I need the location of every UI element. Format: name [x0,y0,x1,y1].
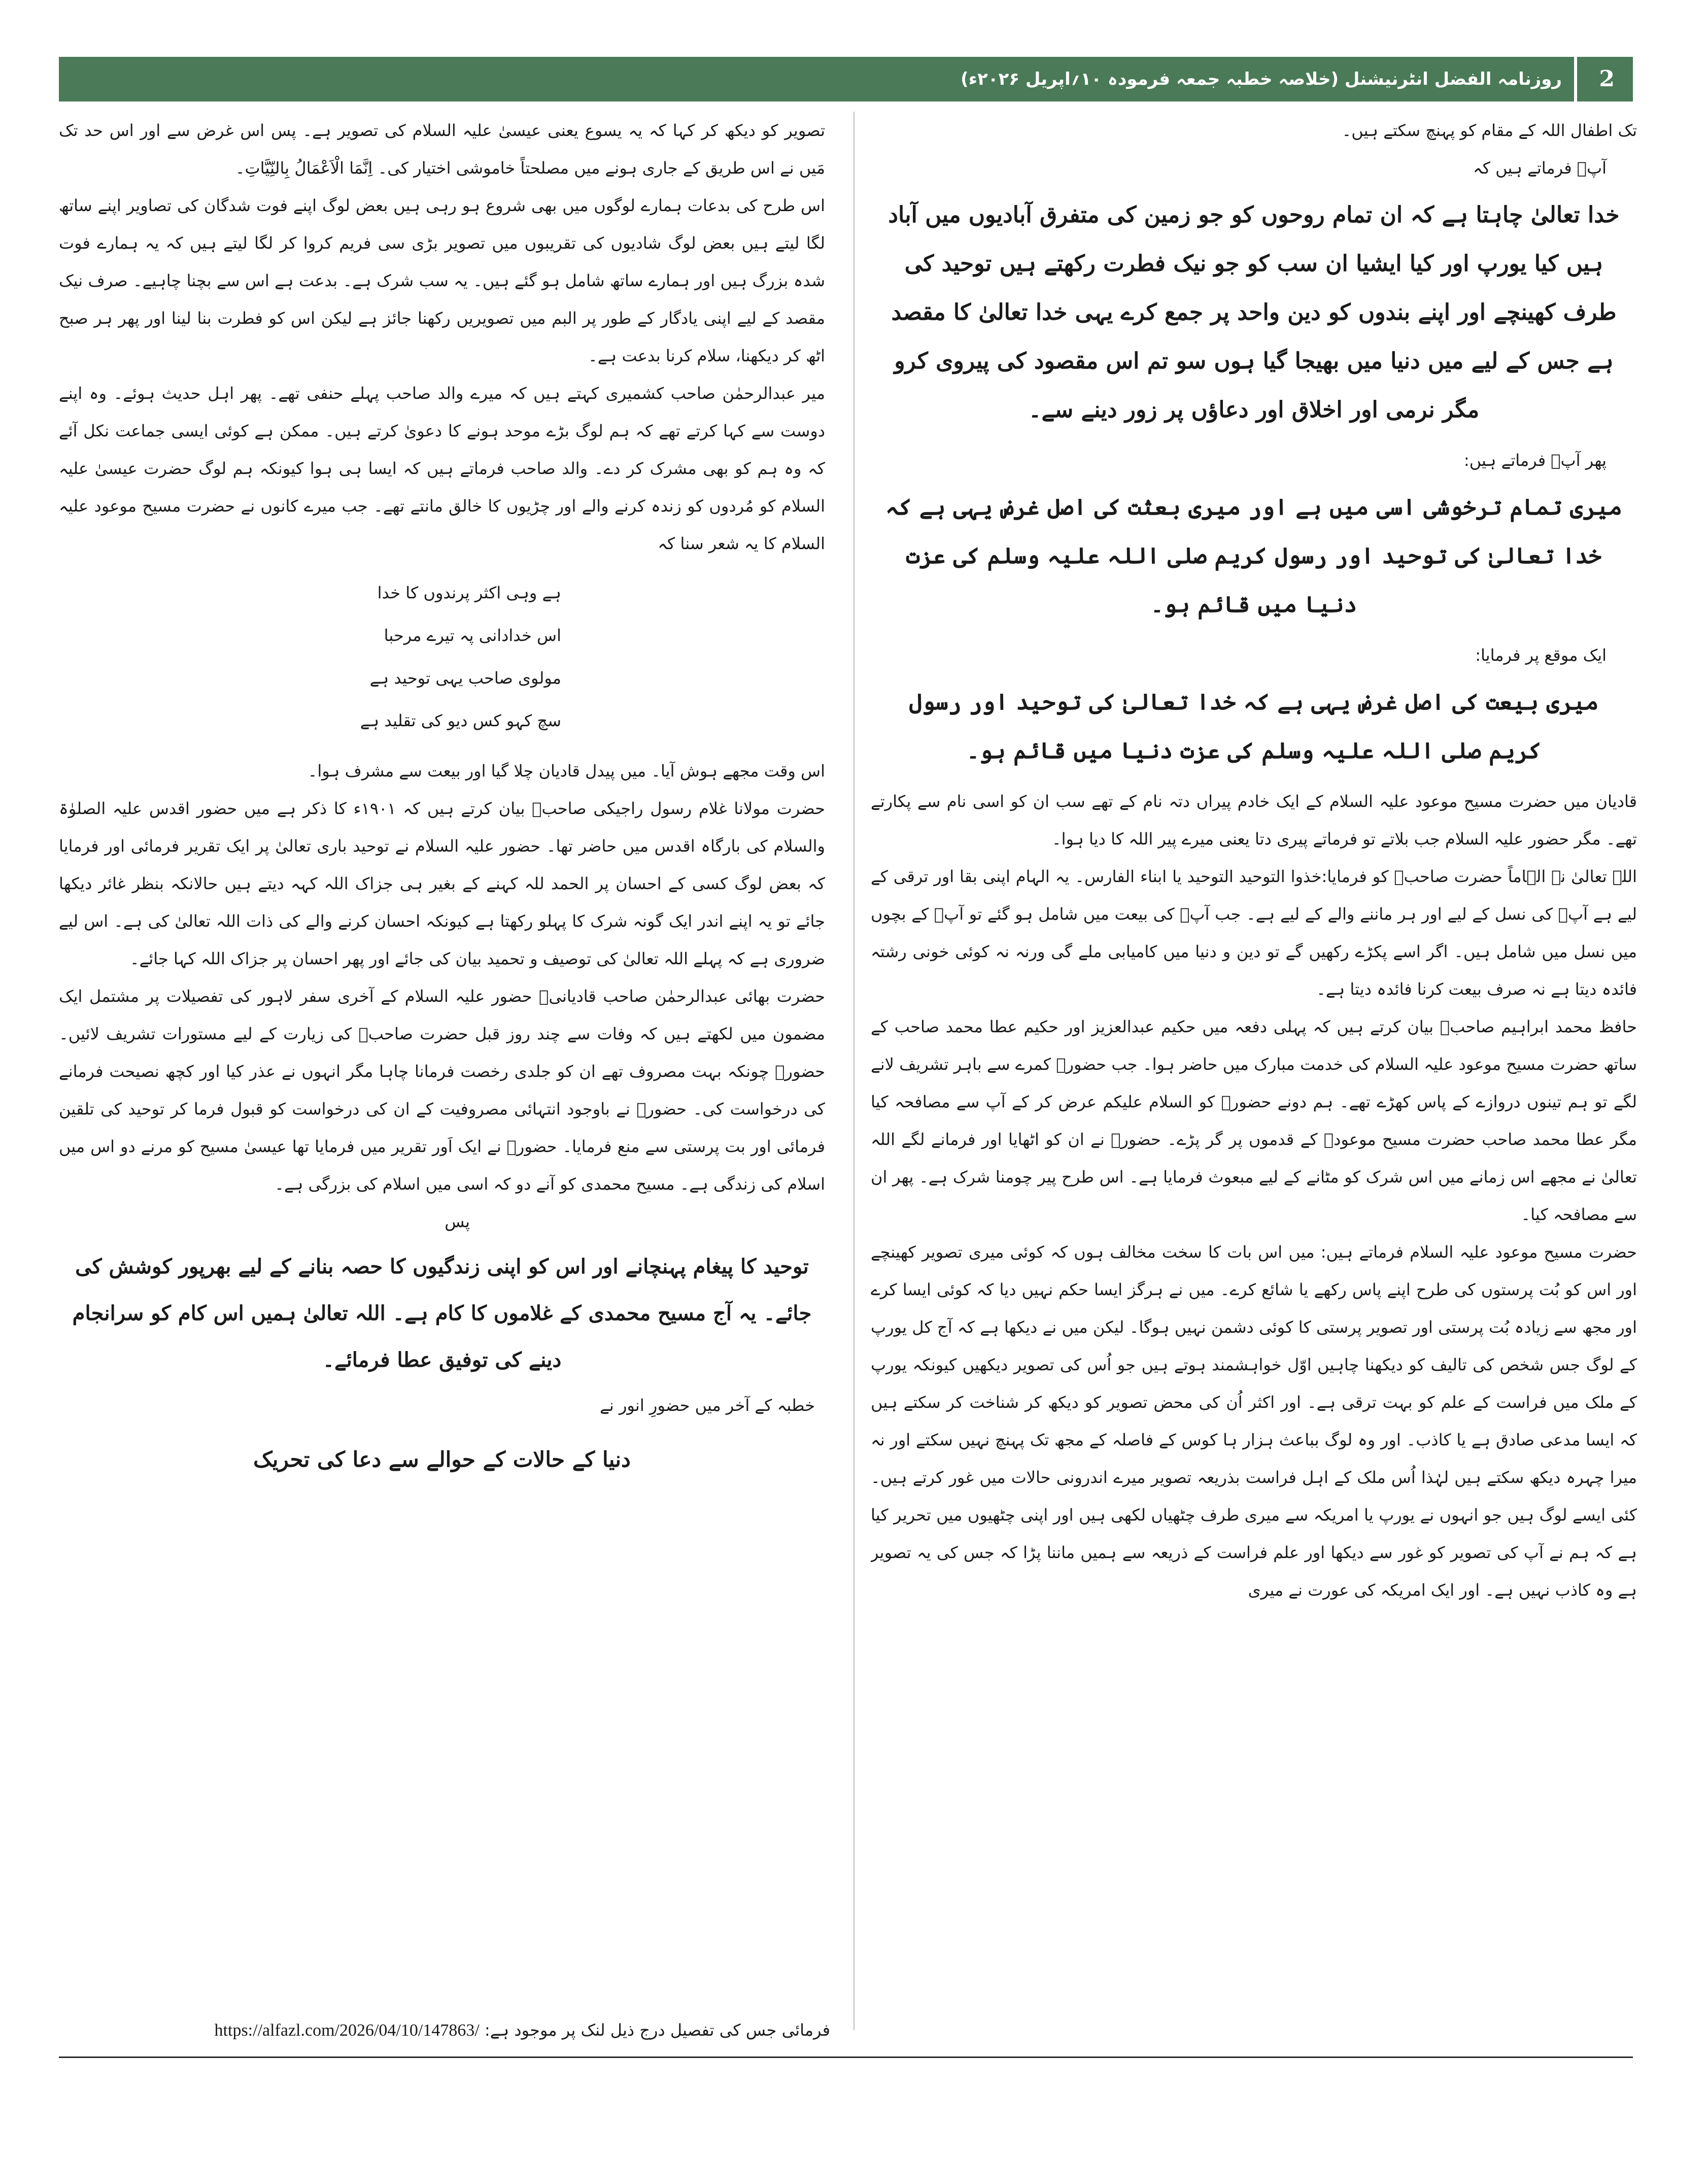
page-number: 2 [1599,66,1615,92]
paragraph: حضرت مولانا غلام رسول راجیکی صاحبؓ بیان کرتے ہیں کہ ۱۹۰۱ء کا ذکر ہے میں حضور اقدس علیہ الصلوٰۃ والسلام کی بارگاہ اقدس میں حاضر تھا۔ حضور علیہ السلام نے توحید باری تعالیٰ پر ایک تقریر فرمائی اور فرمایا کہ بعض لوگ کسی کے احسان پر الحمد للہ کہنے کے بغیر ہی جزاک اللہ کہہ دیتے ہیں حالانکہ بنظر غائر دیکھا جائے تو یہ اپنے اندر ایک گونہ شرک کا پہلو رکھتا ہے کیونکہ احسان کرنے والے کی ذات اللہ تعالیٰ کی ہے۔ اس لیے ضروری ہے کہ پہلے اللہ تعالیٰ کی توصیف و تحمید بیان کی جائے اور پھر احسان پر جزاک اللہ کہا جائے۔ [59,799,825,968]
arabic-phrase: اِنَّمَا الْاَعْمَالُ بِالنِّیَّاتِ۔ [235,158,373,178]
paragraph: میر عبدالرحمٰن صاحب کشمیری کہتے ہیں کہ میرے والد صاحب پہلے حنفی تھے۔ پھر اہل حدیث ہوئے۔ وہ اپنے دوست سے کہا کرتے تھے کہ ہم لوگ بڑے موحد ہونے کا دعویٰ کرتے ہیں۔ ممکن ہے کوئی ایسی جماعت نکل آئے کہ وہ ہم کو بھی مشرک کر دے۔ والد صاحب فرماتے ہیں کہ ایسا ہی ہوا کیونکہ ہم لوگ حضرت عیسیٰ علیہ السلام کو مُردوں کو زندہ کرنے والے اور چڑیوں کا خالق مانتے تھے۔ جب میرے کانوں نے حضرت مسیح موعود علیہ السلام کا یہ شعر سنا کہ [59,384,825,553]
poem [59,571,825,742]
paragraph: حضرت بھائی عبدالرحمٰن صاحب قادیانیؓ حضور علیہ السلام کے آخری سفر لاہور کی تفصیلات پر مشتمل ایک مضمون میں لکھتے ہیں کہ وفات سے چند روز قبل حضرت صاحبؑ کی زیارت کے لیے مستورات تشریف لائیں۔ حضورؑ چونکہ بہت مصروف تھے ان کو جلدی رخصت فرمانا چاہا مگر انہوں نے عذر کیا اور کچھ نصیحت فرمانے کی درخواست کی۔ حضورؑ نے باوجود انتہائی مصروفیت کے ان کی درخواست کو قبول فرما کر توحید کی تلقین فرمائی اور بت پرستی سے منع فرمایا۔ حضورؑ نے ایک اَور تقریر میں فرمایا تھا عیسیٰ مسیح کو مرنے دو اس میں اسلام کی زندگی ہے۔ مسیح محمدی کو آنے دو کہ اسی میں اسلام کی بزرگی ہے۔ [59,987,825,1194]
paragraph [871,858,1637,1008]
paragraph: خطبہ کے آخر میں حضورِ انور نے [600,1396,815,1415]
pull-quote: میری بیعت کی اصل غرض یہی ہے کہ خدا تعالیٰ کی توحید اور رسول کریم صلی اللہ علیہ وسلم کی عزت دنیا میں قائم ہو۔ [909,689,1599,764]
page-header [59,57,1633,102]
paragraph: ایک موقع پر فرمایا: [1475,646,1607,665]
paragraph: پھر آپؑ فرماتے ہیں: [1463,451,1607,470]
paragraph: اس طرح کی بدعات ہمارے لوگوں میں بھی شروع ہو رہی ہیں بعض لوگ اپنے فوت شدگان کی تصاویر اپنے ساتھ لگا لیتے ہیں بعض لوگ شادیوں کی تقریبوں میں تصویر بڑی سی فریم کروا کر لگا لیتے ہیں کہ یہ ہمارے فوت شدہ بزرگ ہیں اور ہمارے ساتھ شامل ہو گئے ہیں۔ یہ سب شرک ہے۔ بدعت ہے اس سے بچنا چاہیے۔ صرف نیک مقصد کے لیے اپنی یادگار کے طور پر البم میں تصویریں رکھنا جائز ہے لیکن اس کو فطرت بنا لینا اور پھر ہر صبح اٹھ کر دیکھنا، سلام کرنا بدعت ہے۔ [59,196,825,365]
poem-line: سچ کہو کس دیو کی تقلید ہے [360,711,561,730]
paragraph: حضرت مسیح موعود علیہ السلام فرماتے ہیں: میں اس بات کا سخت مخالف ہوں کہ کوئی میری تصویر کھینچے اور اس کو بُت پرستوں کی طرح اپنے پاس رکھے یا شائع کرے۔ میں نے ہرگز ایسا حکم نہیں دیا کہ کوئی ایسا کرے اور مجھ سے زیادہ بُت پرستی اور تصویر پرستی کا کوئی دشمن نہیں ہوگا۔ لیکن میں نے دیکھا ہے کہ آج کل یورپ کے لوگ جس شخص کی تالیف کو دیکھنا چاہیں اوّل خواہشمند ہوتے ہیں جو اُس کی تصویر دیکھیں کیونکہ یورپ کے ملک میں فراست کے علم کو بہت ترقی ہے۔ اور اکثر اُن کی محض تصویر کو دیکھ کر شناخت کر سکتے ہیں کہ ایسا مدعی صادق ہے یا کاذب۔ اور وہ لوگ بباعث ہزار ہا کوس کے فاصلہ کے مجھ تک پہنچ نہیں سکتے اور نہ میرا چہرہ دیکھ سکتے ہیں لہٰذا اُس ملک کے اہل فراست بذریعہ تصویر میرے اندرونی حالات میں غور کرتے ہیں۔ کئی ایسے لوگ ہیں جو انہوں نے یورپ یا امریکہ سے میری طرف چٹھیاں لکھی ہیں اور اپنی چٹھیوں میں تحریر کیا ہے کہ ہم نے آپ کی تصویر کو غور سے دیکھا اور علم فراست کے ذریعہ سے ہمیں ماننا پڑا کہ جس کی یہ تصویر ہے وہ کاذب نہیں ہے۔ اور ایک امریکہ کی عورت نے میری [871,1242,1637,1600]
poem-line: مولوی صاحب یہی توحید ہے [369,668,561,688]
header-divider [1574,57,1577,102]
paragraph: آپؑ فرماتے ہیں کہ [1473,158,1607,178]
paragraph: قادیان میں حضرت مسیح موعود علیہ السلام کے ایک خادم پیراں دتہ نام کے تھے سب ان کو اسی نام سے پکارتے تھے۔ مگر حضور علیہ السلام جب بلاتے تو فرماتے پیری دتا یعنی میرے پیر اللہ کا دیا ہوا۔ [871,792,1637,849]
left-column [59,112,825,2035]
pull-quote: میری تمام ترخوشی اسی میں ہے اور میری بعثت کی اصل غرض یہی ہے کہ خدا تعالیٰ کی توحید اور رسول کریم صلی اللہ علیہ وسلم کی عزت دنیا میں قائم ہو۔ [885,494,1622,618]
column-divider [853,112,855,2030]
poem-line: اس خدادانی پہ تیرے مرحبا [384,626,561,645]
article-link[interactable]: https://alfazl.com/2026/04/10/147863/ [214,2021,480,2040]
paragraph: پس [445,1212,470,1231]
paragraph-lead: اللہ تعالیٰ نے الہاماً حضرت صاحبؑ کو فرمایا: [1321,867,1637,886]
pull-quote: توحید کا پیغام پہنچانے اور اس کو اپنی زندگیوں کا حصہ بنانے کے لیے بھرپور کوشش کی جائے۔ یہ آج مسیح محمدی کے غلاموں کا کام ہے۔ اللہ تعالیٰ ہمیں اس کام کو سرانجام دینے کی توفیق عطا فرمائے۔ [72,1255,812,1372]
footer-text: فرمائی جس کی تفصیل درج ذیل لنک پر موجود ہے: [484,2020,830,2040]
pull-quote: خدا تعالیٰ چاہتا ہے کہ ان تمام روحوں کو جو زمین کی متفرق آبادیوں میں آباد ہیں کیا یورپ اور کیا ایشیا ان سب کو جو نیک فطرت رکھتے ہیں توحید کی طرف کھینچے اور اپنے بندوں کو دین واحد پر جمع کرے یہی خدا تعالیٰ کا مقصد ہے جس کے لیے میں دنیا میں بھیجا گیا ہوں سو تم اس مقصود کی پیروی کرو مگر نرمی اور اخلاق اور دعاؤں پر زور دینے سے۔ [888,202,1620,423]
footer-line [59,2012,830,2048]
paragraph-rest: یہ الہام اپنی بقا اور ترقی کے لیے ہے آپؑ کی نسل کے لیے اور ہر ماننے والے کے لیے ہے۔ جب آپؑ کی بیعت میں شامل ہو گئے تو آپؑ کے بچوں میں نسل میں شامل ہیں۔ اگر اسے پکڑے رکھیں گے تو دین و دنیا میں کامیابی ملے گی ورنہ نہ کوئی خونی رشتہ فائدہ دیتا ہے نہ صرف بیعت کرنا فائدہ دیتا ہے۔ [871,867,1637,999]
paragraph [59,112,825,187]
arabic-revelation: خذوا التوحید التوحید یا ابناء الفارس۔ [1075,867,1322,886]
paragraph: حافظ محمد ابراہیم صاحبؓ بیان کرتے ہیں کہ پہلی دفعہ میں حکیم عبدالعزیز اور حکیم عطا محمد صاحب کے ساتھ حضرت مسیح موعود علیہ السلام کی خدمت مبارک میں حاضر ہوا۔ جب حضورؑ کمرے سے باہر تشریف لانے لگے تو ہم تینوں دروازے کے پاس کھڑے تھے۔ ہم دونے حضورؑ کو السلام علیکم عرض کر کے آپ سے مصافحہ کیا مگر عطا محمد صاحب حضرت مسیح موعودؑ کے قدموں پر گر پڑے۔ حضورؑ نے ان کو اٹھایا اور فرمانے لگے اللہ تعالیٰ نے مجھے اس زمانے میں اس شرک کو مٹانے کے لیے مبعوث فرمایا ہے۔ اس طرح پیر چومنا شرک ہے۔ پھر ان سے مصافحہ کیا۔ [871,1017,1637,1224]
paragraph: اس وقت مجھے ہوش آیا۔ میں پیدل قادیان چلا گیا اور بیعت سے مشرف ہوا۔ [308,761,825,781]
right-column [871,112,1637,2035]
paragraph: تک اطفال اللہ کے مقام کو پہنچ سکتے ہیں۔ [1342,121,1637,140]
header-title: روزنامہ الفضل انٹرنیشنل (خلاصہ خطبہ جمعہ فرمودہ ۱۰؍اپریل ۲۰۲۶ء) [961,69,1562,89]
section-heading: دنیا کے حالات کے حوالے سے دعا کی تحریک [253,1447,631,1472]
footer-rule [59,2056,1633,2058]
paragraph-text: تصویر کو دیکھ کر کہا کہ یہ یسوع یعنی عیسیٰ علیہ السلام کی تصویر ہے۔ پس اس غرض سے اور اس حد تک مَیں نے اس طریق کے جاری ہونے میں مصلحتاً خاموشی اختیار کی۔ [59,121,825,178]
poem-line: ہے وہی اکثر پرندوں کا خدا [377,583,561,602]
